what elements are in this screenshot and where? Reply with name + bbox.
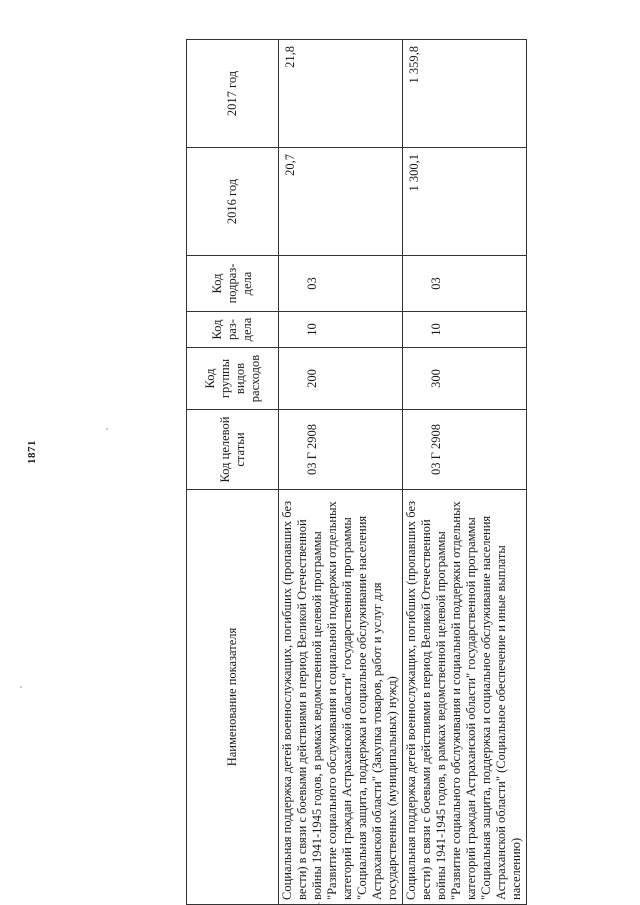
header-subsection-code: Код подраз- дела — [187, 256, 279, 312]
header-target-code: Код целевой статьи — [187, 410, 279, 490]
row-year-2017: 1 359,8 — [403, 40, 527, 148]
row-group-code: 200 — [279, 348, 403, 410]
row-group-code: 300 — [403, 348, 527, 410]
row-name: Социальная поддержка детей военнослужащих, погибших (пропавших без вести) в связи с боевыми действиями в период Великой Отечественной войны 1941-1945 годов, в рамках ведомственной целевой программы "Развитие социального обслуживания и социальной поддержки отдельных категорий граждан Астраханской области" государственной программы "Социальная защита, поддержка и социальное обслуживание населения Астраханской области" (Закупка товаров, работ и услуг для государственных (муниципальных) нужд) — [279, 490, 403, 905]
row-target-code: 03 Г 2908 — [403, 410, 527, 490]
rotated-table-wrapper — [186, 40, 523, 905]
header-section-code: Код раз- дела — [187, 312, 279, 348]
header-name: Наименование показателя — [187, 490, 279, 905]
table-header-row — [187, 40, 279, 905]
header-group-code: Код группы видов расходов — [187, 348, 279, 410]
scan-speck — [318, 902, 320, 904]
row-subsection-code: 03 — [279, 256, 403, 312]
row-name: Социальная поддержка детей военнослужащих, погибших (пропавших без вести) в связи с боевыми действиями в период Великой Отечественной войны 1941-1945 годов, в рамках ведомственной целевой программы "Развитие социального обслуживания и социальной поддержки отдельных категорий граждан Астраханской области" государственной программы "Социальная защита, поддержка и социальное обслуживание населения Астраханской области" (Социальное обеспечение и иные выплаты населению) — [403, 490, 527, 905]
page-number: 1871 — [26, 440, 38, 464]
table-row — [279, 40, 403, 905]
row-section-code: 10 — [279, 312, 403, 348]
header-year-2017: 2017 год — [187, 40, 279, 148]
scan-speck — [20, 686, 22, 688]
scan-speck — [106, 428, 108, 430]
row-year-2016: 1 300,1 — [403, 148, 527, 256]
budget-table — [186, 39, 527, 905]
header-year-2016: 2016 год — [187, 148, 279, 256]
row-year-2016: 20,7 — [279, 148, 403, 256]
row-subsection-code: 03 — [403, 256, 527, 312]
row-section-code: 10 — [403, 312, 527, 348]
table-row — [403, 40, 527, 905]
row-target-code: 03 Г 2908 — [279, 410, 403, 490]
row-year-2017: 21,8 — [279, 40, 403, 148]
